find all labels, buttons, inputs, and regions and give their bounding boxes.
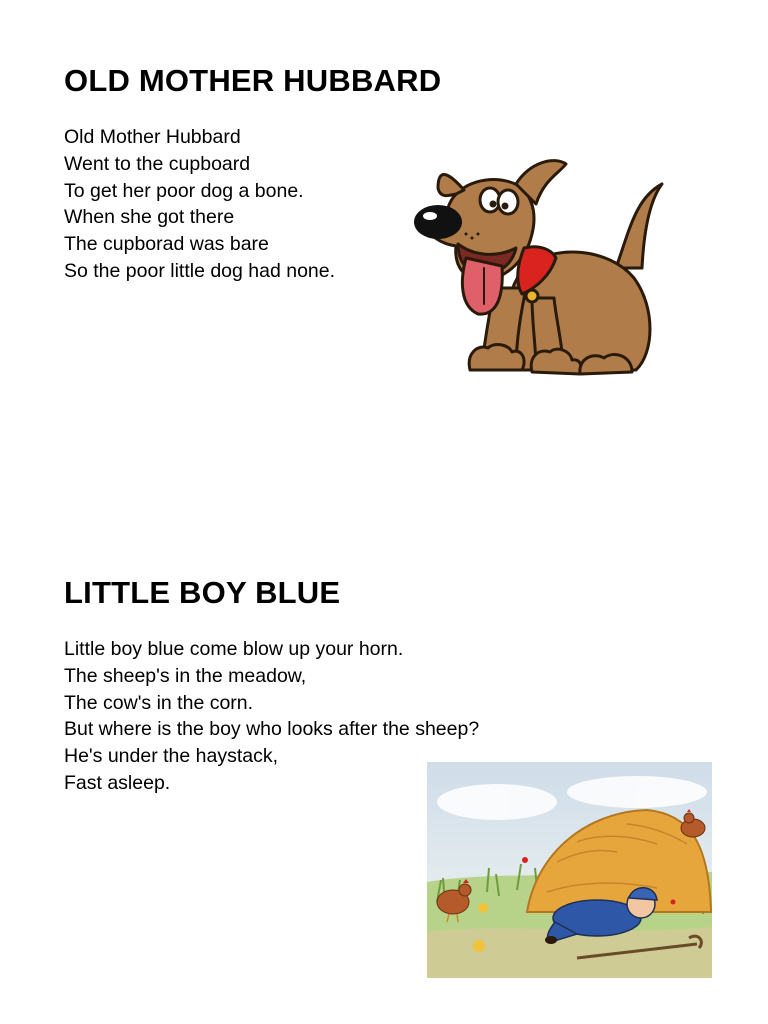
poem-line: He's under the haystack, [64,745,279,768]
flower [522,857,528,863]
poem-line: When she got there [64,206,235,229]
poem-line: Fast asleep. [64,771,171,794]
cloud [567,776,707,808]
dog-ear [438,175,464,196]
poem-lines-little-boy-blue [64,636,479,797]
dog-back-paw [580,354,632,374]
poem-lines-old-mother-hubbard [64,124,335,285]
dog-nose [414,205,462,239]
poem-line: Went to the cupboard [64,152,251,175]
dog-tail [616,184,662,268]
cloud [437,784,557,820]
poem-line: Old Mother Hubbard [64,126,241,148]
poem-line: So the poor little dog had none. [64,259,336,282]
poem-title-little-boy-blue: LITTLE BOY BLUE [64,575,341,610]
dog-collar-tag [526,290,538,302]
dog-eye [498,190,518,214]
poem-line: But where is the boy who looks after the sheep? [64,718,480,741]
dog-tongue [462,258,502,314]
haystack-illustration [427,762,712,978]
chick [473,940,485,952]
chick [478,903,488,913]
poem-title-old-mother-hubbard: OLD MOTHER HUBBARD [64,63,442,98]
flower [671,900,676,905]
poem-line: The cow's in the corn. [64,691,254,714]
poem-line: The sheep's in the meadow, [64,664,307,687]
poem-line: The cupborad was bare [64,233,269,256]
dog-illustration [404,148,668,384]
poem-line: To get her poor dog a bone. [64,179,304,202]
poem-line: Little boy blue come blow up your horn. [64,638,404,660]
